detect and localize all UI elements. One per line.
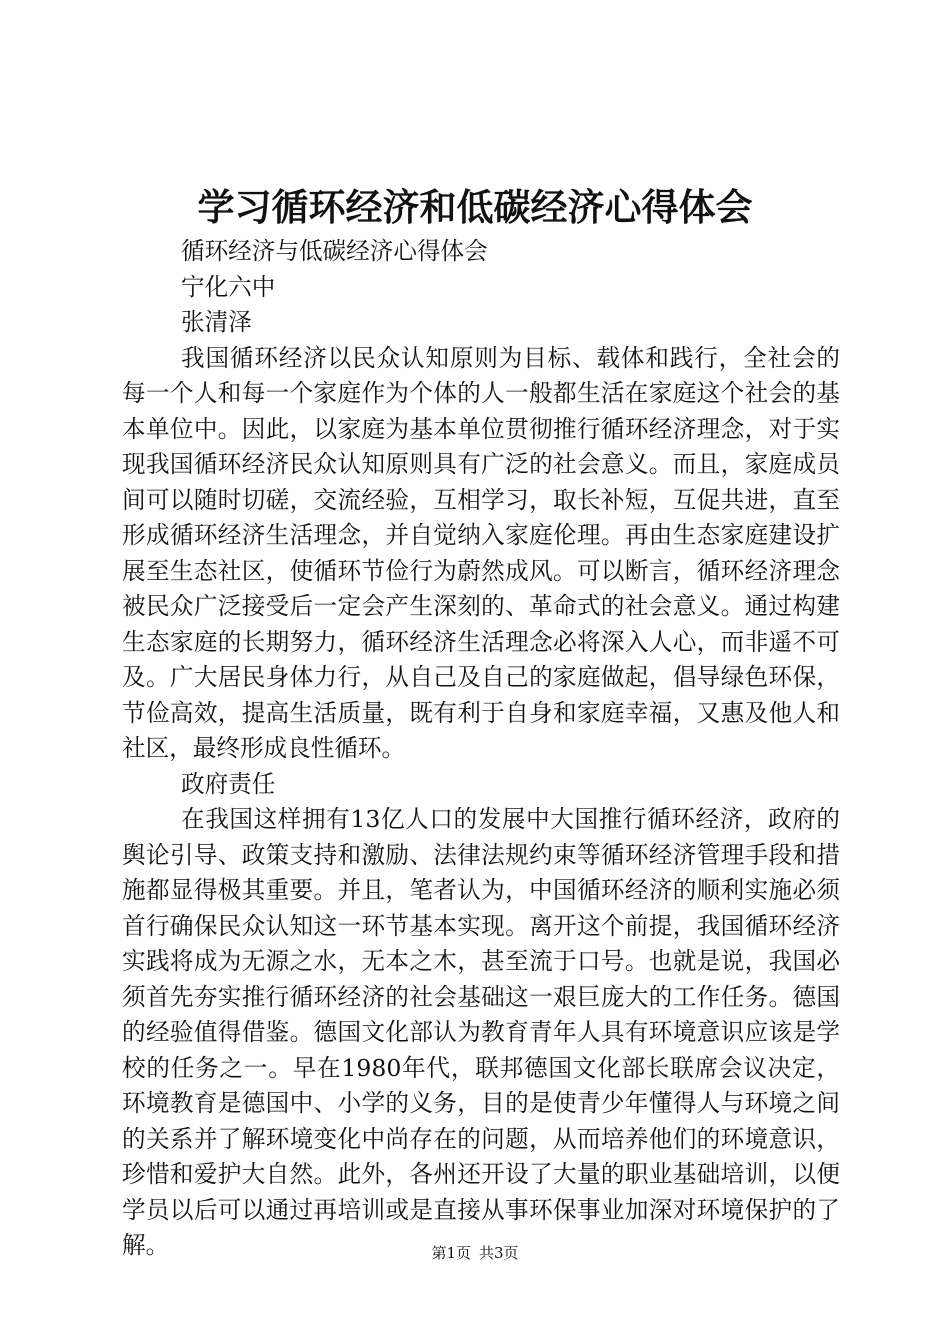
page-number: 第1页 xyxy=(431,1244,471,1262)
document-body xyxy=(122,234,840,1264)
section-heading: 政府责任 xyxy=(181,769,276,798)
body-paragraph: 在我国这样拥有13亿人口的发展中大国推行循环经济，政府的舆论引导、政策支持和激励、法律法规约束等循环经济管理手段和措施都显得极其重要。并且，笔者认为，中国循环经济的顺利实施必须首行确保民众认知这一环节基本实现。离开这个前提，我国循环经济实践将成为无源之水，无本之木，甚至流于口号。也就是说，我国必须首先夯实推行循环经济的社会基础这一艰巨庞大的工作任务。德国的经验值得借鉴。德国文化部认为教育青年人具有环境意识应该是学校的任务之一。早在1980年代，联邦德国文化部长联席会议决定，环境教育是德国中、小学的义务，目的是使青少年懂得人与环境之间的关系并了解环境变化中尚存在的问题，从而培养他们的环境意识，珍惜和爱护大自然。此外，各州还开设了大量的职业基础培训，以便学员以后可以通过再培训或是直接从事环保事业加深对环境保护的了解。 xyxy=(122,805,840,1259)
subtitle-paragraph: 循环经济与低碳经济心得体会 xyxy=(181,237,488,265)
author-paragraph: 张清泽 xyxy=(181,308,252,336)
school-paragraph: 宁化六中 xyxy=(181,272,276,301)
body-paragraph: 我国循环经济以民众认知原则为目标、载体和践行，全社会的每一个人和每一个家庭作为个体的人一般都生活在家庭这个社会的基本单位中。因此，以家庭为基本单位贯彻推行循环经济理念，对于实现我国循环经济民众认知原则具有广泛的社会意义。而且，家庭成员间可以随时切磋，交流经验，互相学习，取长补短，互促共进，直至形成循环经济生活理念，并自觉纳入家庭伦理。再由生态家庭建设扩展至生态社区，使循环节俭行为蔚然成风。可以断言，循环经济理念被民众广泛接受后一定会产生深刻的、革命式的社会意义。通过构建生态家庭的长期努力，循环经济生活理念必将深入人心，而非遥不可及。广大居民身体力行，从自己及自己的家庭做起，倡导绿色环保，节俭高效，提高生活质量，既有利于自身和家庭幸福，又惠及他人和社区，最终形成良性循环。 xyxy=(122,343,840,762)
page-footer xyxy=(0,1243,950,1263)
page-total: 共3页 xyxy=(479,1244,519,1262)
document-title: 学习循环经济和低碳经济心得体会 xyxy=(197,186,753,229)
